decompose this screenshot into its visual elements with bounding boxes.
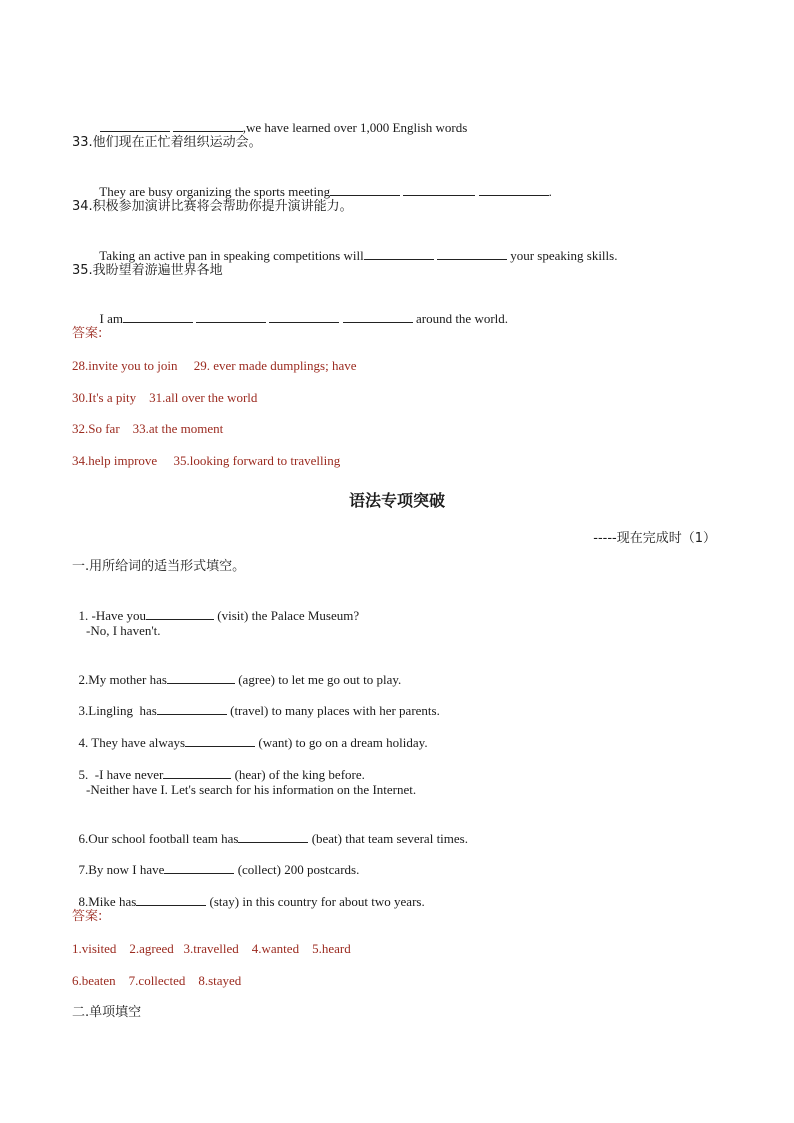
blank bbox=[196, 310, 266, 323]
answer-line: 32.So far 33.at the moment bbox=[72, 421, 224, 436]
question-2: 2.My mother has (agree) to let me go out to play. bbox=[78, 672, 402, 687]
q35-chinese: 35.我盼望着游遍世界各地 bbox=[72, 263, 223, 278]
answers-label: 答案: bbox=[72, 326, 103, 341]
blank bbox=[330, 183, 400, 196]
q33-english: They are busy organizing the sports meeting . bbox=[99, 184, 552, 199]
part2-heading: 二.单项填空 bbox=[72, 1005, 142, 1020]
question-1b: -No, I haven't. bbox=[86, 623, 161, 638]
section-title: 语法专项突破 bbox=[348, 491, 445, 510]
q34-chinese: 34.积极参加演讲比赛将会帮助你提升演讲能力。 bbox=[72, 199, 353, 214]
blank bbox=[173, 119, 243, 132]
blank bbox=[136, 893, 206, 906]
blank bbox=[163, 766, 231, 779]
blank bbox=[146, 607, 214, 620]
question-6: 6.Our school football team has (beat) that team several times. bbox=[78, 831, 468, 846]
top-line: ,we have learned over 1,000 English words bbox=[93, 103, 467, 136]
answer-line: 28.invite you to join 29. ever made dumplings; have bbox=[72, 358, 357, 373]
blank bbox=[479, 183, 549, 196]
answer-line: 6.beaten 7.collected 8.stayed bbox=[72, 973, 242, 988]
question-1a: 1. -Have you (visit) the Palace Museum? bbox=[78, 608, 360, 623]
blank bbox=[269, 310, 339, 323]
question-5a: 5. -I have never (hear) of the king before. bbox=[78, 767, 365, 782]
blank bbox=[437, 247, 507, 260]
section-subtitle: -----现在完成时（1） bbox=[593, 531, 716, 546]
question-8: 8.Mike has (stay) in this country for about two years. bbox=[78, 894, 425, 909]
question-4: 4. They have always (want) to go on a dream holiday. bbox=[78, 735, 428, 750]
answer-line: 30.It's a pity 31.all over the world bbox=[72, 390, 258, 405]
q35-english: I am around the world. bbox=[99, 311, 509, 326]
blank bbox=[123, 310, 193, 323]
part1-heading: 一.用所给词的适当形式填空。 bbox=[72, 559, 246, 574]
question-7: 7.By now I have (collect) 200 postcards. bbox=[78, 862, 360, 877]
blank bbox=[238, 830, 308, 843]
blank bbox=[167, 671, 235, 684]
q34-english: Taking an active pan in speaking competitions will your speaking skills. bbox=[99, 248, 618, 263]
blank bbox=[343, 310, 413, 323]
question-3: 3.Lingling has (travel) to many places with her parents. bbox=[78, 703, 440, 718]
question-5b: -Neither have I. Let's search for his information on the Internet. bbox=[86, 782, 417, 797]
blank bbox=[185, 734, 255, 747]
blank bbox=[403, 183, 475, 196]
q33-chinese: 33.他们现在正忙着组织运动会。 bbox=[72, 135, 262, 150]
blank bbox=[157, 702, 227, 715]
answers-label: 答案: bbox=[72, 909, 103, 924]
blank bbox=[100, 119, 170, 132]
answer-line: 34.help improve 35.looking forward to travelling bbox=[72, 453, 341, 468]
answer-line: 1.visited 2.agreed 3.travelled 4.wanted 5.heard bbox=[72, 941, 351, 956]
blank bbox=[364, 247, 434, 260]
blank bbox=[164, 861, 234, 874]
